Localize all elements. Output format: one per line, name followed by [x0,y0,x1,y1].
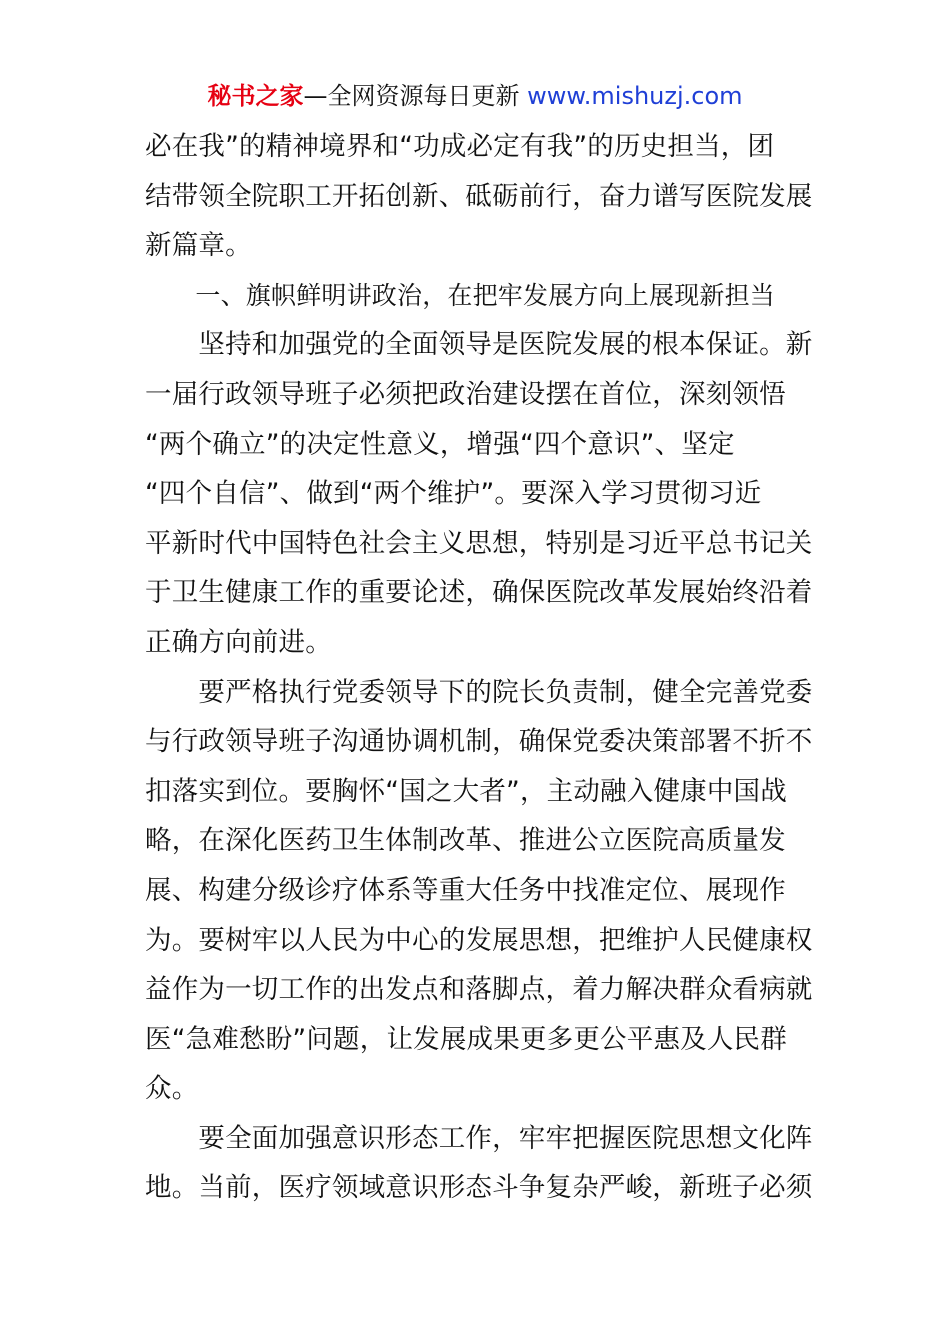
text-line: 众。 [145,1073,199,1105]
text-line: 平新时代中国特色社会主义思想，特别是习近平总书记关 [145,527,813,559]
document-body [145,122,813,1213]
text-line: 新篇章。 [145,230,252,262]
text-line: 结带领全院职工开拓创新、砥砺前行，奋力谱写医院发展 [145,180,813,212]
text-line: 扣落实到位。要胸怀“国之大者”，主动融入健康中国战 [145,775,787,807]
page-header [0,78,950,114]
text-line: 坚持和加强党的全面领导是医院发展的根本保证。新 [145,329,813,361]
text-line: “四个自信”、做到“两个维护”。要深入学习贯彻习近 [145,478,762,510]
section-heading: 一、旗帜鲜明讲政治，在把牢发展方向上展现新担当 [145,280,776,310]
text-line: 为。要树牢以人民为中心的发展思想，把维护人民健康权 [145,924,813,956]
text-line: 于卫生健康工作的重要论述，确保医院改革发展始终沿着 [145,577,813,609]
text-line: 一届行政领导班子必须把政治建设摆在首位，深刻领悟 [145,378,786,410]
text-line: 展、构建分级诊疗体系等重大任务中找准定位、展现作 [145,874,786,906]
text-line: 要全面加强意识形态工作，牢牢把握医院思想文化阵 [145,1122,813,1154]
website-link[interactable]: www.mishuzj.com [527,82,743,110]
text-line: “两个确立”的决定性意义，增强“四个意识”、坚定 [145,428,735,460]
text-line: 略，在深化医药卫生体制改革、推进公立医院高质量发 [145,825,786,857]
text-line: 必在我”的精神境界和“功成必定有我”的历史担当，团 [145,131,775,162]
brand-name: 秘书之家 [207,82,304,110]
text-line: 与行政领导班子沟通协调机制，确保党委决策部署不折不 [145,726,813,758]
header-tagline: —全网资源每日更新 [303,82,528,110]
text-line: 正确方向前进。 [145,626,332,658]
text-line: 医“急难愁盼”问题，让发展成果更多更公平惠及人民群 [145,1023,787,1055]
text-line: 益作为一切工作的出发点和落脚点，着力解决群众看病就 [145,974,813,1006]
text-line: 要严格执行党委领导下的院长负责制，健全完善党委 [145,676,813,708]
text-line: 地。当前，医疗领域意识形态斗争复杂严峻，新班子必须 [145,1172,813,1204]
